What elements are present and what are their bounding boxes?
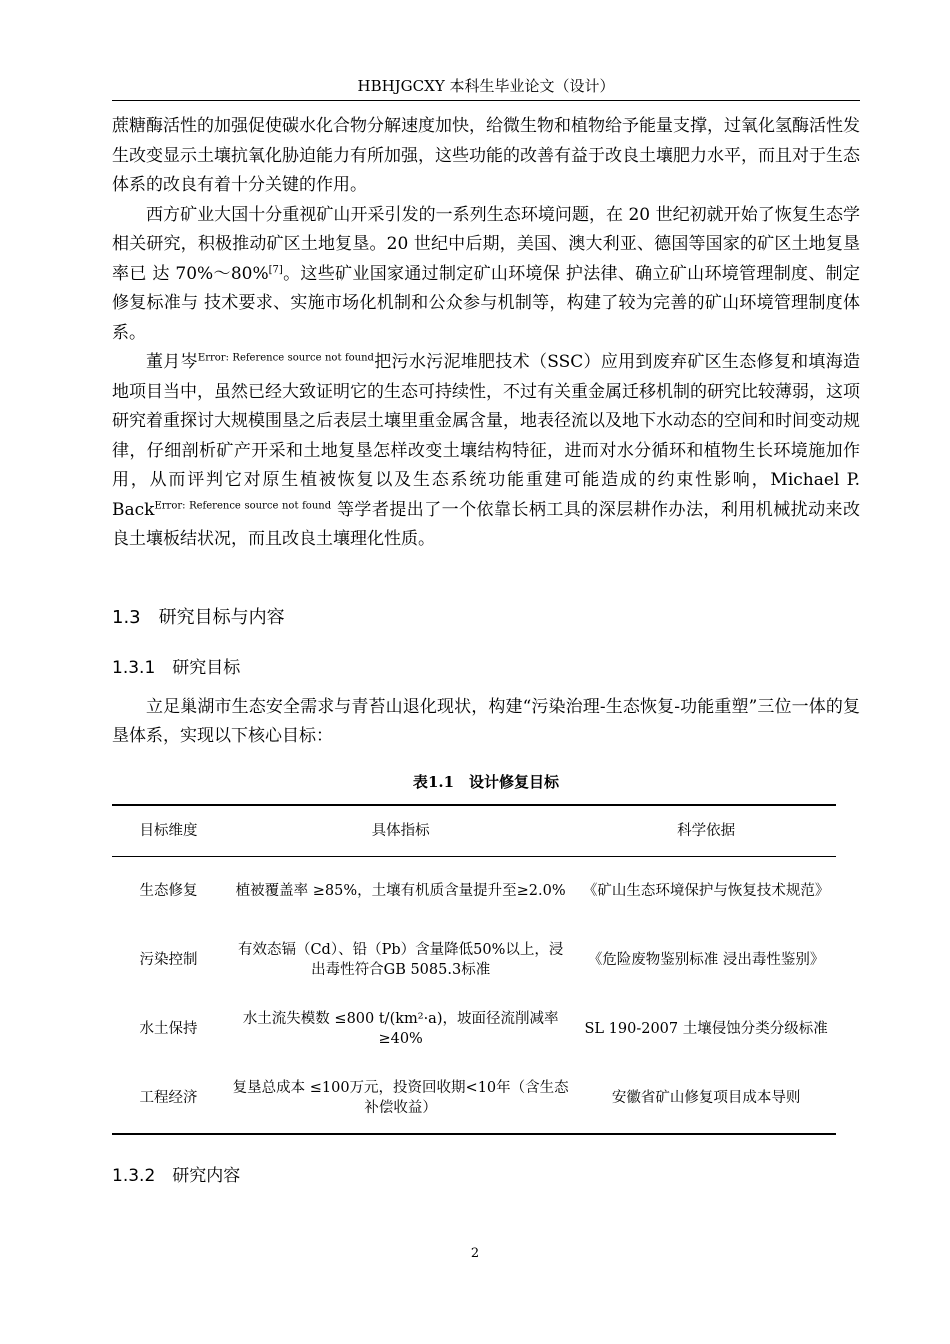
subsection-heading-1-3-1: 1.3.1 研究目标 bbox=[112, 657, 241, 678]
table-row bbox=[112, 995, 836, 1064]
paragraph-2 bbox=[112, 201, 860, 349]
table-cell: 安徽省矿山修复项目成本导则 bbox=[576, 1064, 836, 1134]
table-cell: 《危险废物鉴别标准 浸出毒性鉴别》 bbox=[587, 952, 825, 968]
page-body bbox=[112, 112, 860, 1191]
table-header-row bbox=[112, 805, 836, 857]
table-cell: 生态修复 bbox=[139, 883, 198, 899]
paragraph-3 bbox=[112, 348, 860, 555]
citation-7: [7] bbox=[268, 263, 283, 275]
table-cell: 水土保持 bbox=[139, 1021, 198, 1037]
table-cell: 有效态镉（Cd）、铅（Pb）含量降低50%以上，浸出毒性符合GB 5085.3标准 bbox=[237, 942, 564, 978]
table-cell: 污染控制 bbox=[139, 952, 198, 968]
table-header-cell: 目标维度 bbox=[112, 805, 225, 857]
reference-error-1: Error: Reference source not found bbox=[197, 352, 374, 364]
reference-error-2: Error: Reference source not found bbox=[154, 499, 332, 511]
table-cell: 复垦总成本 ≤100万元，投资回收期<10年（含生态补偿收益） bbox=[225, 1064, 576, 1134]
table-caption-title: 设计修复目标 bbox=[454, 772, 560, 791]
table-row bbox=[112, 926, 836, 995]
page-number: 2 bbox=[470, 1246, 480, 1261]
paragraph-3-text-cont: 把污水污泥堆肥技术（SSC）应用到废弃矿区生态修复和填海造地项目当中，虽然已经大致证明它的生态可持续性，不过有关重金属迁移机制的研究比较薄弱，这项研究着重探讨大规模围垦之后表层土壤里重金属含量，地表径流以及地下水动态的空间和时间变动规律，仔细剖析矿产开采和土地复垦怎样改变土壤结构特征，进而对水分循环和植物生长环境施加作用，从而评判它对原生植被恢复以及生态系统功能重建可能造成的约束性影响，Michael P. Back bbox=[112, 352, 861, 520]
paragraph-2-text: 西方矿业大国十分重视矿山开采引发的一系列生态环境问题，在 20 世纪初就开始了恢复生态学相关研究，积极推动矿区土地复垦。20 世纪中后期，美国、澳大利亚、德国等国家的矿区土地复垦率已 达 70%～80% bbox=[112, 204, 860, 284]
paragraph-4: 立足巢湖市生态安全需求与青苔山退化现状，构建“污染治理-生态恢复-功能重塑”三位一体的复垦体系，实现以下核心目标： bbox=[112, 696, 860, 746]
section-heading-1-3: 1.3 研究目标与内容 bbox=[112, 606, 285, 628]
repair-targets-table bbox=[112, 804, 836, 1135]
table-caption-prefix: 表 bbox=[412, 772, 428, 791]
table-cell: 《矿山生态环境保护与恢复技术规范》 bbox=[582, 883, 830, 899]
table-caption bbox=[112, 772, 860, 792]
paragraph-3-text-end: 等学者提出了一个依靠长柄工具的深层耕作办法，利用机械扰动来改良土壤板结状况，而且改良土壤理化性质。 bbox=[112, 499, 861, 549]
table-header-cell: 科学依据 bbox=[576, 805, 836, 857]
paragraph-1: 蔗糖酶活性的加强促使碳水化合物分解速度加快，给微生物和植物给予能量支撑，过氧化氢酶活性发生改变显示土壤抗氧化胁迫能力有所加强，这些功能的改善有益于改良土壤肥力水平，而且对于生态体系的改良有着十分关键的作用。 bbox=[112, 116, 860, 195]
paragraph-3-text: 董月岑 bbox=[146, 352, 198, 372]
table-cell: 工程经济 bbox=[112, 1064, 225, 1134]
section-spacer bbox=[112, 555, 860, 603]
header-rule bbox=[112, 100, 860, 101]
table-cell: SL 190-2007 土壤侵蚀分类分级标准 bbox=[584, 1021, 828, 1037]
subsection-heading-1-3-2: 1.3.2 研究内容 bbox=[112, 1165, 241, 1186]
table-cell: 水土流失模数 ≤800 t/(km²·a)，坡面径流削减率≥40% bbox=[242, 1011, 559, 1047]
paragraph-2-text-cont: 。这些矿业国家通过制定矿山环境保 护法律、确立矿山环境管理制度、制定修复标准与 技术要求、实施市场化机制和公众参与机制等，构建了较为完善的矿山环境管理制度体系。 bbox=[112, 263, 860, 343]
page-header: HBHJGCXY 本科生毕业论文（设计） bbox=[357, 77, 615, 95]
table-caption-number: 1.1 bbox=[427, 772, 455, 791]
table-cell: 植被覆盖率 ≥85%，土壤有机质含量提升至≥2.0% bbox=[235, 883, 566, 899]
table-row bbox=[112, 856, 836, 926]
table-header-cell: 具体指标 bbox=[225, 805, 576, 857]
table-row bbox=[112, 1064, 836, 1134]
